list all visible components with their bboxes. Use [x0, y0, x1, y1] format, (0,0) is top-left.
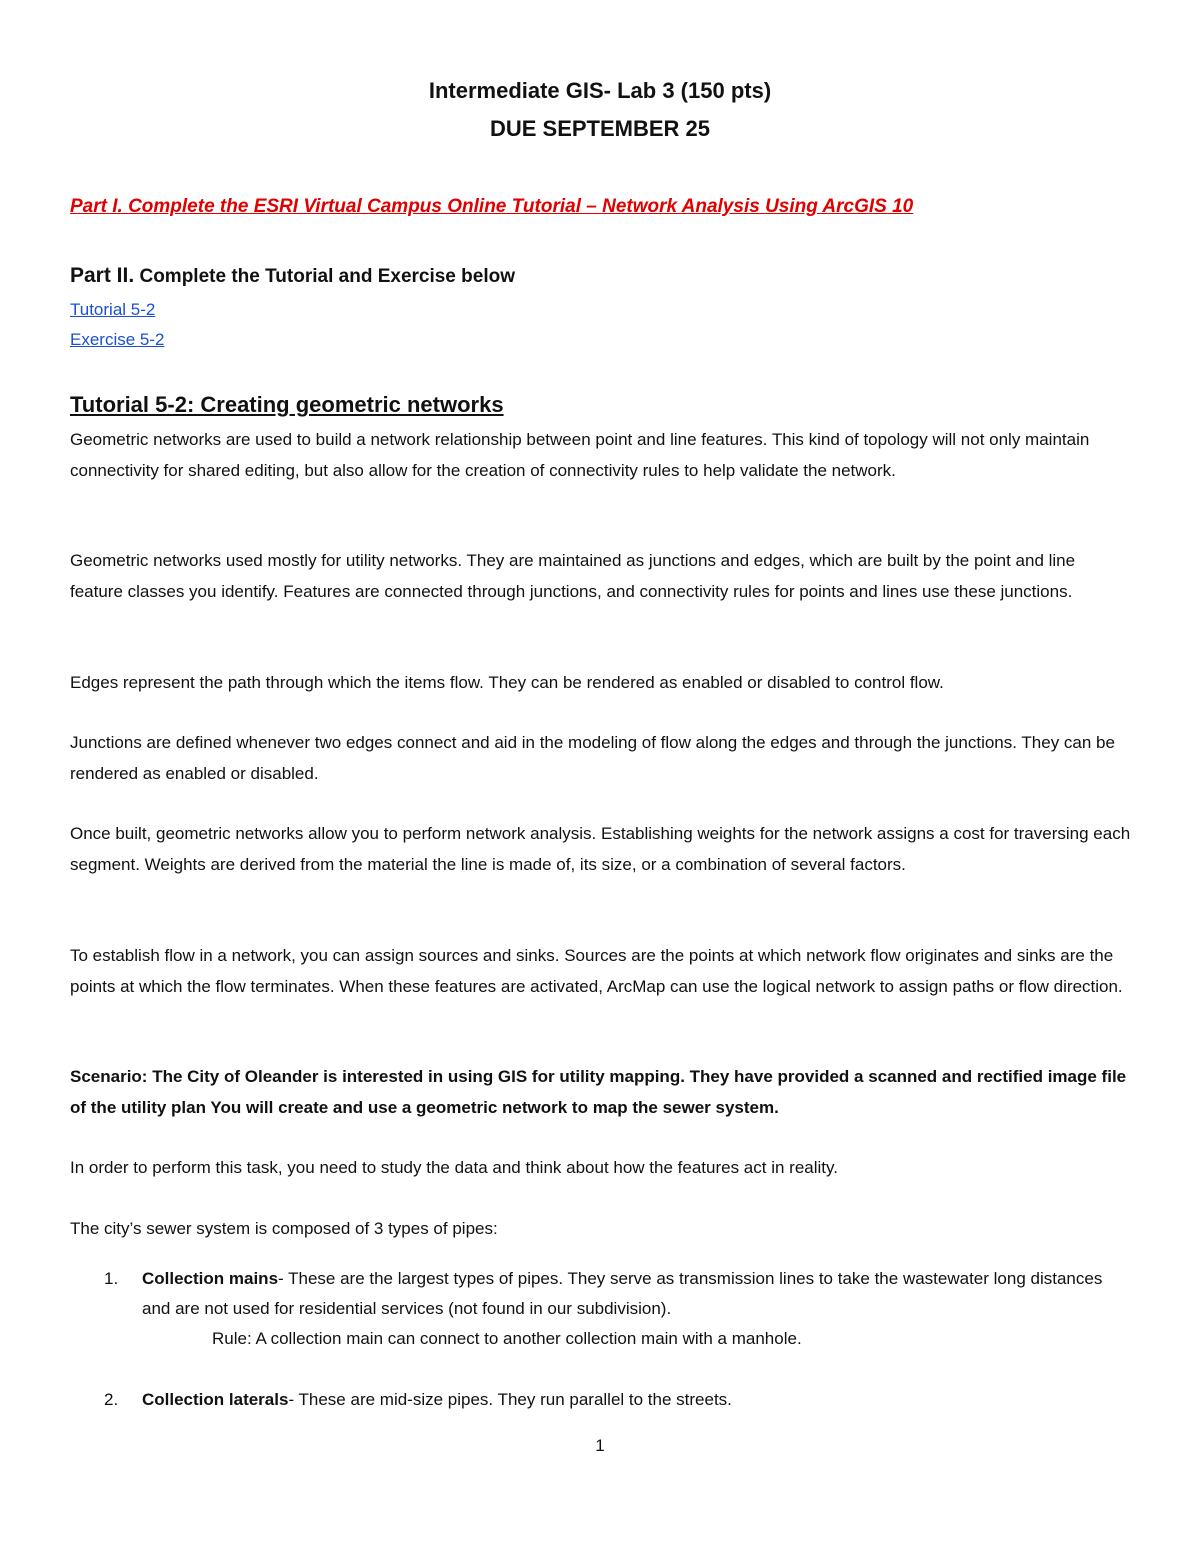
list-text: - These are the largest types of pipes. They serve as transmission lines to take the wastewater long distances and are not used for residential services (not found in our subdivision).: [142, 1269, 1103, 1318]
document-title: Intermediate GIS- Lab 3 (150 pts): [428, 78, 772, 103]
list-number: 2.: [104, 1390, 119, 1409]
paragraph-intro: Geometric networks are used to build a network relationship between point and line features. This kind of topology will not only maintain connectivity for shared editing, but also allow for the creation of connectivity rules to help validate the network.: [70, 430, 1090, 480]
list-number: 1.: [104, 1269, 119, 1288]
list-term: Collection laterals: [142, 1390, 289, 1409]
paragraph-pipe-types: The city’s sewer system is composed of 3 types of pipes:: [70, 1219, 498, 1238]
section-heading: Tutorial 5-2: Creating geometric networks: [70, 392, 504, 417]
list-item: [104, 1264, 1134, 1354]
paragraph-edges: Edges represent the path through which the items flow. They can be rendered as enabled or disabled to control flow.: [70, 673, 944, 692]
part1-instruction: Part I. Complete the ESRI Virtual Campus Online Tutorial – Network Analysis Using ArcGIS 10: [70, 196, 914, 217]
part2-label: Part II.: [70, 264, 135, 287]
paragraph-utility-networks: Geometric networks used mostly for utility networks. They are maintained as junctions and edges, which are built by the point and line feature classes you identify. Features are connected through junctions, and connectivity rules for points and lines use these junctions.: [70, 551, 1076, 601]
paragraph-scenario: Scenario: The City of Oleander is interested in using GIS for utility mapping. They have provided a scanned and rectified image file of the utility plan You will create and use a geometric network to map the sewer system.: [70, 1067, 1127, 1117]
tutorial-link[interactable]: Tutorial 5-2: [70, 300, 156, 319]
list-text: - These are mid-size pipes. They run parallel to the streets.: [288, 1390, 732, 1409]
exercise-link[interactable]: Exercise 5-2: [70, 330, 165, 349]
page-number: 1: [595, 1436, 605, 1455]
paragraph-task: In order to perform this task, you need to study the data and think about how the features act in reality.: [70, 1158, 838, 1177]
list-rule: Rule: A collection main can connect to another collection main with a manhole.: [212, 1329, 802, 1348]
list-term: Collection mains: [142, 1269, 279, 1288]
due-date: DUE SEPTEMBER 25: [489, 116, 711, 141]
paragraph-flow: To establish flow in a network, you can assign sources and sinks. Sources are the points at which network flow originates and sinks are the points at which the flow terminates. When these features are activated, ArcMap can use the logical network to assign paths or flow direction.: [70, 946, 1123, 996]
part2-instruction: [70, 264, 515, 288]
paragraph-junctions: Junctions are defined whenever two edges connect and aid in the modeling of flow along the edges and through the junctions. They can be rendered as enabled or disabled.: [70, 733, 1115, 783]
paragraph-weights: Once built, geometric networks allow you to perform network analysis. Establishing weights for the network assigns a cost for traversing each segment. Weights are derived from the material the line is made of, its size, or a combination of several factors.: [70, 824, 1131, 874]
list-item: [104, 1385, 1134, 1415]
part2-text: Complete the Tutorial and Exercise below: [139, 266, 515, 287]
